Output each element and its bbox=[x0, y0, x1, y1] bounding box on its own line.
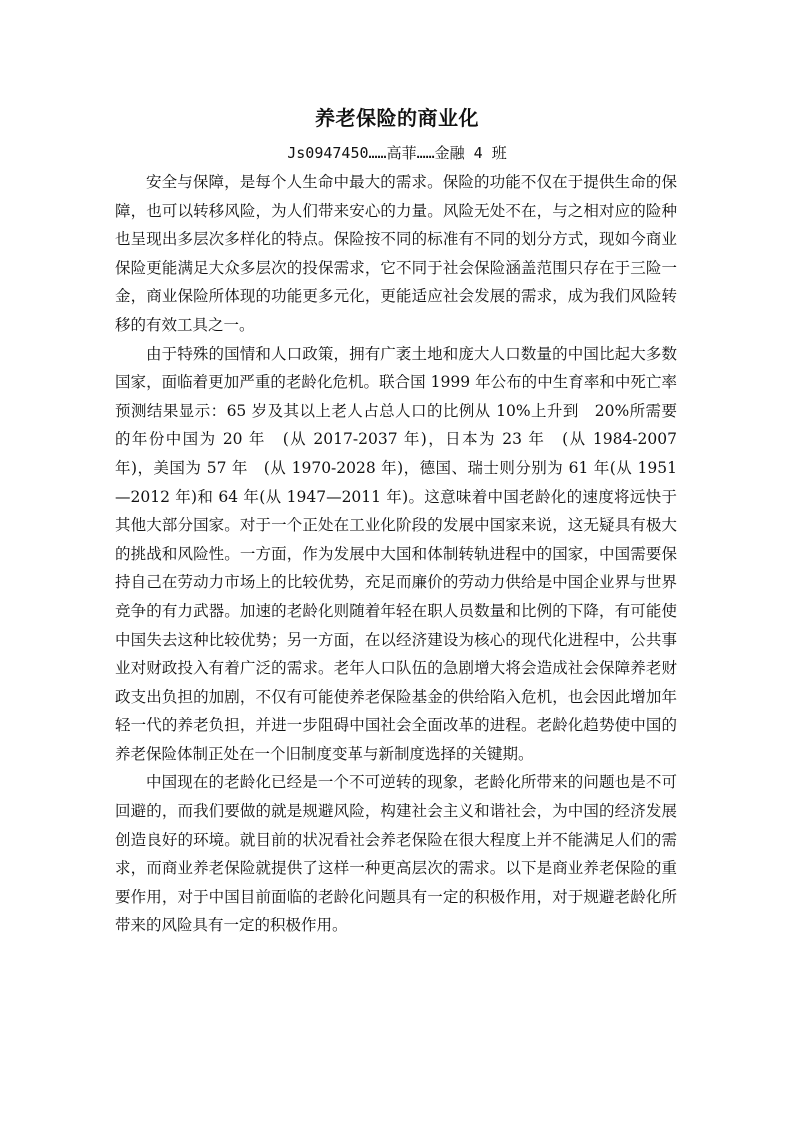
paragraph-2: 由于特殊的国情和人口政策，拥有广袤土地和庞大人口数量的中国比起大多数国家，面临着更加严重的老龄化危机。联合国 1999 年公布的中生育率和中死亡率预测结果显示：65 岁及其以上老人占总人口的比例从 10%上升到 20%所需要的年份中国为 20 年 (从 2017-2037 年)，日本为 23 年 (从 1984-2007 年)，美国为 57 年 (从 1970-2028 年)，德国、瑞士则分别为 61 年(从 1951—2012 年)和 64 年(从 1947—2011 年)。这意味着中国老龄化的速度将远快于其他大部分国家。对于一个正处在工业化阶段的发展中国家来说，这无疑具有极大的挑战和风险性。一方面，作为发展中大国和体制转轨进程中的国家，中国需要保持自己在劳动力市场上的比较优势，充足而廉价的劳动力供给是中国企业界与世界竞争的有力武器。加速的老龄化则随着年轻在职人员数量和比例的下降，有可能使中国失去这种比较优势；另一方面，在以经济建设为核心的现代化进程中，公共事业对财政投入有着广泛的需求。老年人口队伍的急剧增大将会造成社会保障养老财政支出负担的加剧，不仅有可能使养老保险基金的供给陷入危机，也会因此增加年轻一代的养老负担，并进一步阻碍中国社会全面改革的进程。老龄化趋势使中国的养老保险体制正处在一个旧制度变革与新制度选择的关键期。 bbox=[115, 344, 677, 763]
paragraph-1: 安全与保障，是每个人生命中最大的需求。保险的功能不仅在于提供生命的保障，也可以转移风险，为人们带来安心的力量。风险无处不在，与之相对应的险种也呈现出多层次多样化的特点。保险按不同的标准有不同的划分方式，现如今商业保险更能满足大众多层次的投保需求，它不同于社会保险涵盖范围只存在于三险一金，商业保险所体现的功能更多元化，更能适应社会发展的需求，成为我们风险转移的有效工具之一。 bbox=[115, 173, 677, 334]
author-line: Js0947450……高菲……金融 4 班 bbox=[287, 144, 507, 162]
document-body bbox=[115, 168, 677, 940]
paragraph-3: 中国现在的老龄化已经是一个不可逆转的现象，老龄化所带来的问题也是不可回避的，而我们要做的就是规避风险，构建社会主义和谐社会，为中国的经济发展创造良好的环境。就目前的状况看社会养老保险在很大程度上并不能满足人们的需求，而商业养老保险就提供了这样一种更高层次的需求。以下是商业养老保险的重要作用，对于中国目前面临的老龄化问题具有一定的积极作用，对于规避老龄化所带来的风险具有一定的积极作用。 bbox=[115, 773, 677, 935]
document-title: 养老保险的商业化 bbox=[315, 106, 479, 130]
